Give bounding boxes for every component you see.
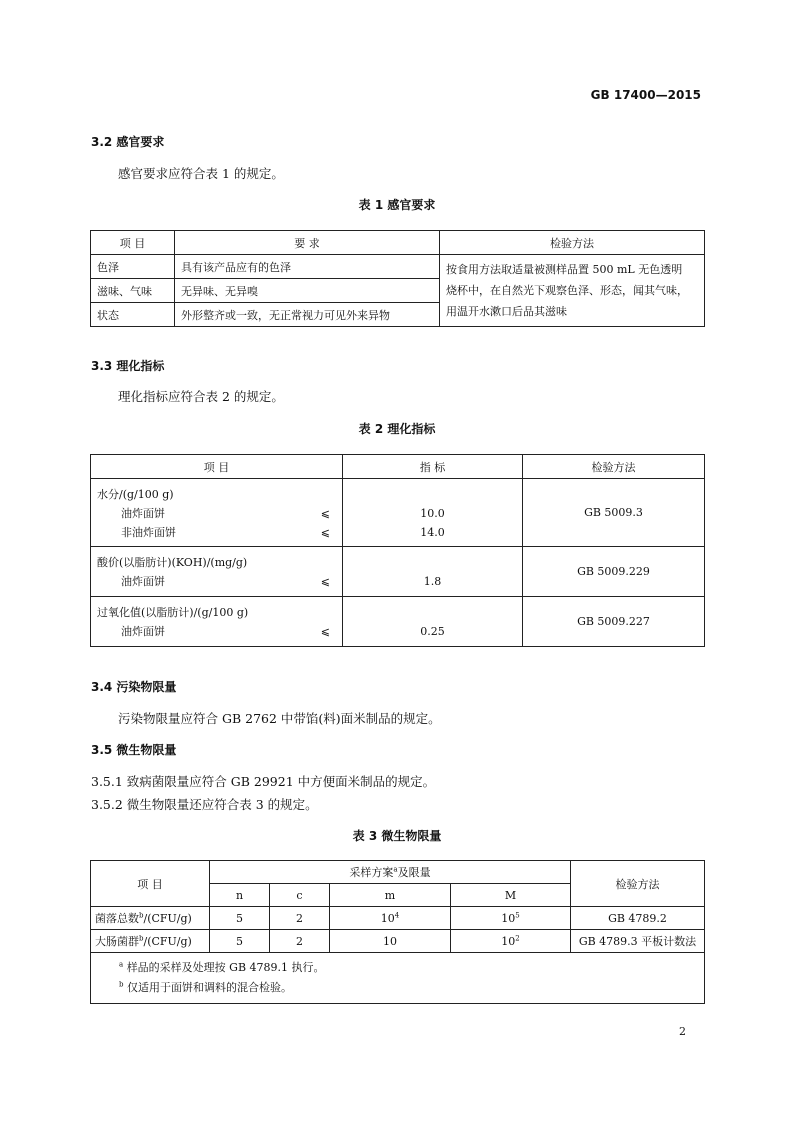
table-3-header-method: 检验方法 [571,861,705,907]
value: 1.8 [423,574,442,588]
table-2-header-value: 指 标 [343,455,523,479]
table-3-subheader-M: M [451,884,571,907]
sub-item: 油炸面饼 ⩽ [97,622,336,641]
section-3-5-1-text: 3.5.1 致病菌限量应符合 GB 29921 中方便面米制品的规定。 [91,774,436,789]
table-3-item: 大肠菌群$^b$/(CFU/g) [91,930,210,953]
exponent: 5 [515,910,520,919]
table-3-caption: 表 3 微生物限量 [352,829,442,843]
footnote-marker: a [393,865,398,874]
table-2-caption: 表 2 理化指标 [358,422,436,436]
table-3-m: $10^4$ [330,907,451,930]
table-3-c: 2 [270,930,330,953]
table-1 [90,230,705,327]
item-title: 过氧化值(以脂肪计)/(g/100 g) [97,605,249,619]
table-3-n: 5 [210,930,270,953]
table-2-item-moisture [91,479,343,547]
table-2-method: GB 5009.229 [523,547,705,597]
section-3-3-heading: 3.3 理化指标 [91,359,165,373]
table-3-subheader-c: c [270,884,330,907]
table-1-item: 色泽 [91,255,175,279]
exponent: 2 [515,933,520,942]
table-3-n: 5 [210,907,270,930]
table-3 [90,860,705,1004]
standard-number: GB 17400—2015 [590,88,701,102]
table-2-header-method: 检验方法 [523,455,705,479]
table-3-subheader-m: m [330,884,451,907]
footnote: $^b$ 仅适用于面饼和调料的混合检验。 [119,980,292,994]
item-title: 酸价(以脂肪计)(KOH)/(mg/g) [97,555,248,569]
page-number: 2 [679,1025,686,1038]
table-1-item: 状态 [91,303,175,327]
method-line: 按食用方法取适量被测样品置 500 mL 无色透明 [446,263,683,276]
table-3-method: GB 4789.3 平板计数法 [571,930,705,953]
table-3-notes [91,953,705,1004]
table-3-method: GB 4789.2 [571,907,705,930]
table-2 [90,454,705,647]
table-2-item-acid [91,547,343,597]
table-3-M: $10^5$ [451,907,571,930]
table-1-item: 滋味、气味 [91,279,175,303]
method-line: 用温开水漱口后品其滋味 [446,305,567,318]
table-2-item-peroxide [91,597,343,647]
table-1-header-method: 检验方法 [440,231,705,255]
section-3-2-text: 感官要求应符合表 1 的规定。 [118,166,284,181]
table-3-subheader-n: n [210,884,270,907]
table-2-value-moisture [343,479,523,547]
table-3-c: 2 [270,907,330,930]
section-3-4-heading: 3.4 污染物限量 [91,680,177,694]
table-1-req: 无异味、无异嗅 [175,279,440,303]
footnote: $^a$ 样品的采样及处理按 GB 4789.1 执行。 [119,960,325,974]
table-2-header-item: 项 目 [91,455,343,479]
table-2-value-peroxide [343,597,523,647]
table-1-req: 具有该产品应有的色泽 [175,255,440,279]
section-3-5-2-text: 3.5.2 微生物限量还应符合表 3 的规定。 [91,797,318,812]
footnote-marker: b [139,934,144,943]
le-symbol: ⩽ [320,526,330,539]
sub-item: 非油炸面饼 ⩽ [97,523,336,542]
method-line: 烧杯中，在自然光下观察色泽、形态，闻其气味， [446,284,688,297]
table-1-method [440,255,705,327]
table-1-caption: 表 1 感官要求 [358,198,436,212]
table-1-req: 外形整齐或一致，无正常视力可见外来异物 [175,303,440,327]
le-symbol: ⩽ [320,574,330,588]
footnote-marker: b [139,911,144,920]
table-3-item: 菌落总数$^b$/(CFU/g) [91,907,210,930]
table-3-m: 10 [330,930,451,953]
le-symbol: ⩽ [320,507,330,520]
section-3-3-text: 理化指标应符合表 2 的规定。 [118,389,284,404]
sub-item: 油炸面饼 ⩽ [97,572,336,591]
section-3-4-text: 污染物限量应符合 GB 2762 中带馅(料)面米制品的规定。 [118,711,441,726]
value: 10.0 [420,507,445,520]
value: 14.0 [420,526,445,539]
table-3-header-plan: 采样方案$^a$及限量 [210,861,571,884]
table-3-M: $10^2$ [451,930,571,953]
table-1-header-req: 要 求 [175,231,440,255]
table-2-value-acid [343,547,523,597]
section-3-2-heading: 3.2 感官要求 [91,135,165,149]
sub-item: 油炸面饼 ⩽ [97,504,336,523]
exponent: 4 [394,910,400,919]
value: 0.25 [420,624,445,638]
le-symbol: ⩽ [320,624,330,638]
table-2-method: GB 5009.227 [523,597,705,647]
item-title: 水分/(g/100 g) [97,488,174,501]
table-1-header-item: 项 目 [91,231,175,255]
section-3-5-heading: 3.5 微生物限量 [91,743,177,757]
table-2-method: GB 5009.3 [523,479,705,547]
table-3-header-item: 项 目 [91,861,210,907]
